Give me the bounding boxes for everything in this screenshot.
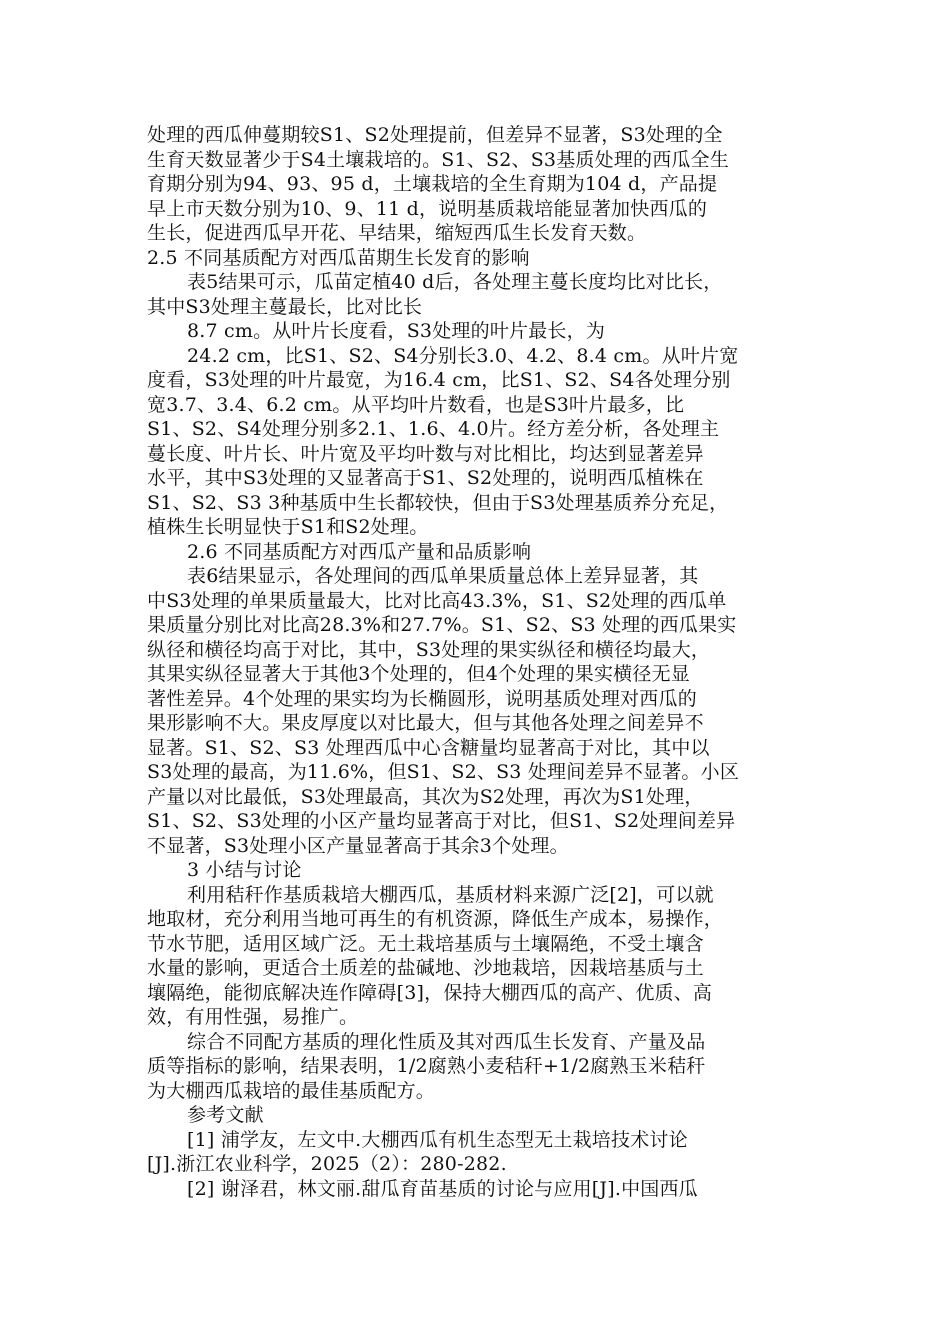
text-line: [J].浙江农业科学，2025（2）：280-282. [147,1153,507,1175]
text-line: 果质量分别比对比高28.3%和27.7%。S1、S2、S3 处理的西瓜果实 [147,614,737,636]
text-line: 3 小结与讨论 [187,859,302,881]
text-line: 2.6 不同基质配方对西瓜产量和品质影响 [187,540,532,563]
text-line: 壤隔绝，能彻底解决连作障碍[3]，保持大棚西瓜的高产、优质、高 [147,981,713,1004]
text-line: 植株生长明显快于S1和S2处理。 [147,516,429,538]
text-line: 蔓长度、叶片长、叶片宽及平均叶数与对比相比，均达到显著差异 [147,442,704,465]
text-line: 纵径和横径均高于对比，其中，S3处理的果实纵径和横径均最大， [147,638,711,661]
text-line: 产量以对比最低，S3处理最高，其次为S2处理，再次为S1处理， [147,785,704,808]
text-line: 节水节肥，适用区域广泛。无土栽培基质与土壤隔绝，不受土壤含 [147,932,704,955]
text-line: 地取材，充分利用当地可再生的有机资源，降低生产成本，易操作， [147,908,724,930]
text-line: 育期分别为94、93、95 d，土壤栽培的全生育期为104 d，产品提 [147,173,718,195]
text-line: [2] 谢泽君，林文丽.甜瓜育苗基质的讨论与应用[J].中国西瓜 [187,1177,698,1200]
text-line: 水量的影响，更适合土质差的盐碱地、沙地栽培，因栽培基质与土 [147,957,704,979]
text-line: 表5结果可示，瓜苗定植40 d后，各处理主蔓长度均比对比长， [187,271,723,293]
text-line: 质等指标的影响，结果表明，1/2腐熟小麦秸秆+1/2腐熟玉米秸秆 [147,1055,706,1077]
text-line: 度看，S3处理的叶片最宽，为16.4 cm，比S1、S2、S4各处理分别 [147,369,731,391]
text-line: S1、S2、S4处理分别多2.1、1.6、4.0片。经方差分析，各处理主 [147,418,720,440]
text-line: 2.5 不同基质配方对西瓜苗期生长发育的影响 [147,246,530,269]
text-line: 生育天数显著少于S4土壤栽培的。S1、S2、S3基质处理的西瓜全生 [147,148,730,171]
text-line: 水平，其中S3处理的又显著高于S1、S2处理的，说明西瓜植株在 [147,467,704,489]
text-line: 中S3处理的单果质量最大，比对比高43.3%，S1、S2处理的西瓜单 [147,589,727,612]
text-line: S3处理的最高，为11.6%，但S1、S2、S3 处理间差异不显著。小区 [147,761,740,783]
body-text [147,123,813,1201]
text-line: 宽3.7、3.4、6.2 cm。从平均叶片数看，也是S3叶片最多，比 [147,393,685,416]
text-line: 显著。S1、S2、S3 处理西瓜中心含糖量均显著高于对比，其中以 [147,736,710,759]
text-line: 早上市天数分别为10、9、11 d，说明基质栽培能显著加快西瓜的 [147,197,708,220]
text-line: 利用秸秆作基质栽培大棚西瓜，基质材料来源广泛[2]，可以就 [187,883,714,906]
text-line: 著性差异。4个处理的果实均为长椭圆形，说明基质处理对西瓜的 [147,687,697,710]
text-line: 24.2 cm，比S1、S2、S4分别长3.0、4.2、8.4 cm。从叶片宽 [187,344,739,367]
text-line: 表6结果显示，各处理间的西瓜单果质量总体上差异显著，其 [187,565,699,587]
text-line: 果形影响不大。果皮厚度以对比最大，但与其他各处理之间差异不 [147,712,704,734]
text-line: S1、S2、S3 3种基质中生长都较快，但由于S3处理基质养分充足， [147,491,729,514]
text-line: 生长，促进西瓜早开花、早结果，缩短西瓜生长发育天数。 [147,222,647,244]
text-line: 参考文献 [187,1104,264,1126]
text-line: S1、S2、S3处理的小区产量均显著高于对比，但S1、S2处理间差异 [147,810,736,832]
text-line: 其中S3处理主蔓最长，比对比长 [147,295,423,318]
text-line: 处理的西瓜伸蔓期较S1、S2处理提前，但差异不显著，S3处理的全 [147,124,723,146]
text-line: 为大棚西瓜栽培的最佳基质配方。 [147,1079,436,1102]
text-line: 8.7 cm。从叶片长度看，S3处理的叶片最长，为 [187,320,606,342]
text-line: 效，有用性强，易推广。 [147,1006,359,1028]
text-line: 综合不同配方基质的理化性质及其对西瓜生长发育、产量及品 [187,1030,706,1053]
text-line: 其果实纵径显著大于其他3个处理的，但4个处理的果实横径无显 [147,663,690,685]
text-line: [1] 浦学友，左文中.大棚西瓜有机生态型无土栽培技术讨论 [187,1128,688,1151]
text-line: 不显著，S3处理小区产量显著高于其余3个处理。 [147,834,569,857]
